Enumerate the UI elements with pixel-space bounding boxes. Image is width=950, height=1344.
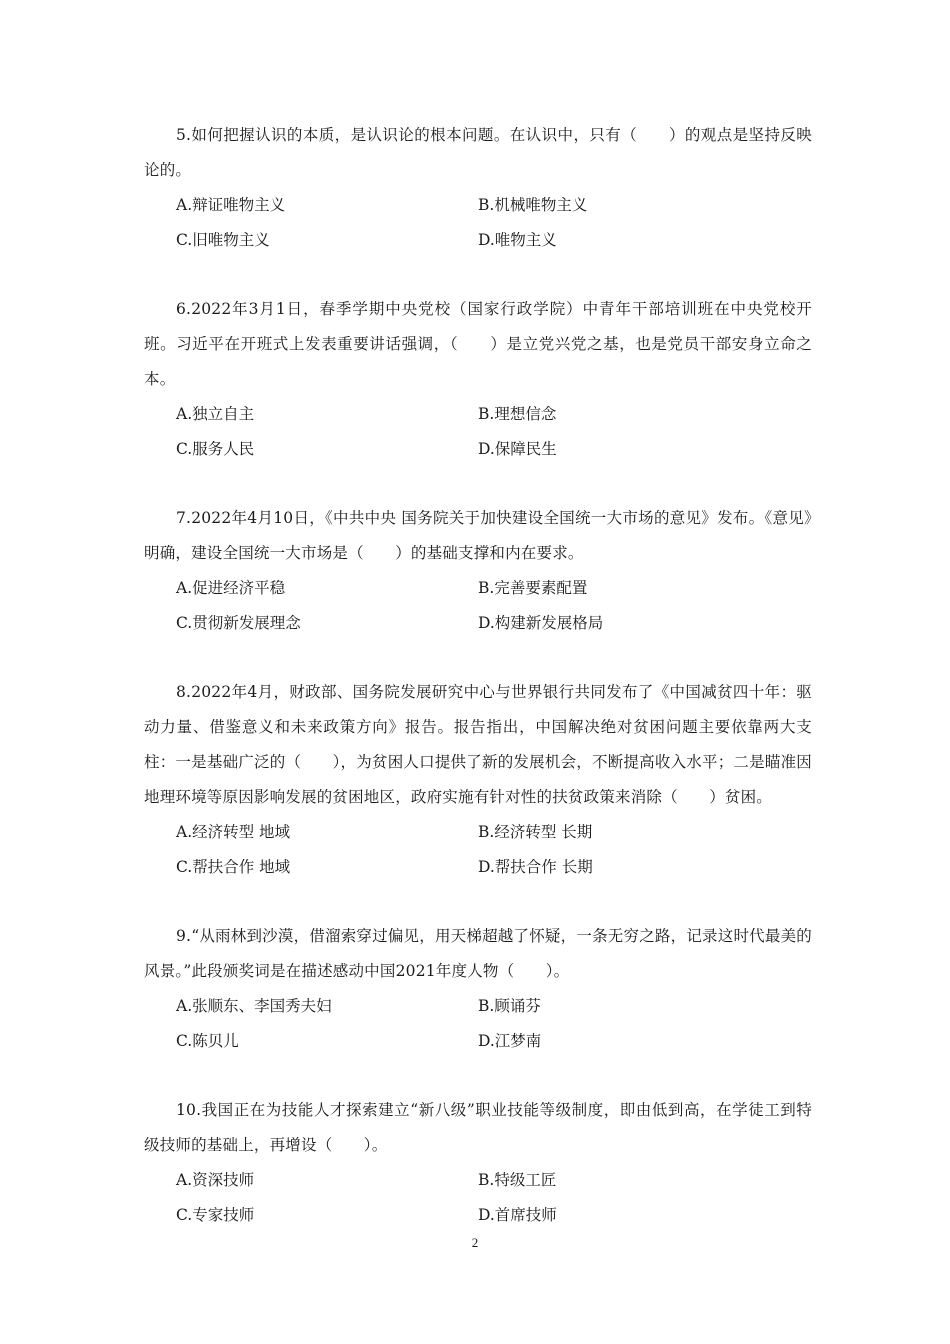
option-c: C.陈贝儿: [176, 1032, 239, 1050]
question-stem: 10.我国正在为技能人才探索建立“新八级”职业技能等级制度，即由低到高，在学徒工到特级技师的基础上，再增设（ ）。: [144, 1101, 812, 1154]
question-stem: 7.2022年4月10日，《中共中央 国务院关于加快建设全国统一大市场的意见》发布。《意见》明确，建设全国统一大市场是（ ）的基础支撑和内在要求。: [144, 509, 812, 562]
option-d: D.唯物主义: [478, 231, 557, 249]
option-a: A.经济转型 地域: [176, 823, 291, 841]
page-number: 2: [471, 1235, 479, 1250]
question-stem: 6.2022年3月1日，春季学期中央党校（国家行政学院）中青年干部培训班在中央党校开班。习近平在开班式上发表重要讲话强调，（ ）是立党兴党之基，也是党员干部安身立命之本。: [144, 300, 812, 388]
options-grid: [176, 989, 812, 1059]
options-grid: [176, 397, 812, 467]
option-b: B.机械唯物主义: [478, 196, 588, 214]
option-c: C.帮扶合作 地域: [176, 858, 291, 876]
option-d: D.帮扶合作 长期: [478, 858, 593, 876]
options-grid: [176, 571, 812, 641]
question-stem: 9.“从雨林到沙漠，借溜索穿过偏见，用天梯超越了怀疑，一条无穷之路，记录这时代最美的风景。”此段颁奖词是在描述感动中国2021年度人物（ ）。: [144, 927, 812, 980]
options-grid: [176, 1163, 812, 1233]
option-a: A.辩证唯物主义: [176, 196, 286, 214]
option-b: B.顾诵芬: [478, 997, 541, 1015]
option-c: C.服务人民: [176, 440, 255, 458]
question-stem: 8.2022年4月，财政部、国务院发展研究中心与世界银行共同发布了《中国减贫四十年：驱动力量、借鉴意义和未来政策方向》报告。报告指出，中国解决绝对贫困问题主要依靠两大支柱：一是基础广泛的（ ），为贫困人口提供了新的发展机会，不断提高收入水平；二是瞄准因地理环境等原因影响发展的贫困地区，政府实施有针对性的扶贫政策来消除（ ）贫困。: [144, 683, 812, 806]
option-c: C.贯彻新发展理念: [176, 614, 301, 632]
option-a: A.促进经济平稳: [176, 579, 286, 597]
option-a: A.资深技师: [176, 1171, 255, 1189]
question-7: [144, 501, 812, 641]
option-c: C.旧唯物主义: [176, 231, 270, 249]
question-stem: 5.如何把握认识的本质，是认识论的根本问题。在认识中，只有（ ）的观点是坚持反映论的。: [144, 126, 812, 179]
question-5: [144, 118, 812, 258]
option-b: B.特级工匠: [478, 1171, 557, 1189]
option-d: D.保障民生: [478, 440, 557, 458]
option-a: A.张顺东、李国秀夫妇: [176, 997, 332, 1015]
option-d: D.首席技师: [478, 1206, 557, 1224]
option-d: D.构建新发展格局: [478, 614, 604, 632]
option-a: A.独立自主: [176, 405, 255, 423]
option-b: B.完善要素配置: [478, 579, 588, 597]
question-9: [144, 919, 812, 1059]
question-6: [144, 292, 812, 467]
option-c: C.专家技师: [176, 1206, 255, 1224]
question-10: [144, 1093, 812, 1233]
question-8: [144, 675, 812, 885]
options-grid: [176, 188, 812, 258]
options-grid: [176, 815, 812, 885]
option-b: B.理想信念: [478, 405, 557, 423]
option-b: B.经济转型 长期: [478, 823, 593, 841]
option-d: D.江梦南: [478, 1032, 542, 1050]
